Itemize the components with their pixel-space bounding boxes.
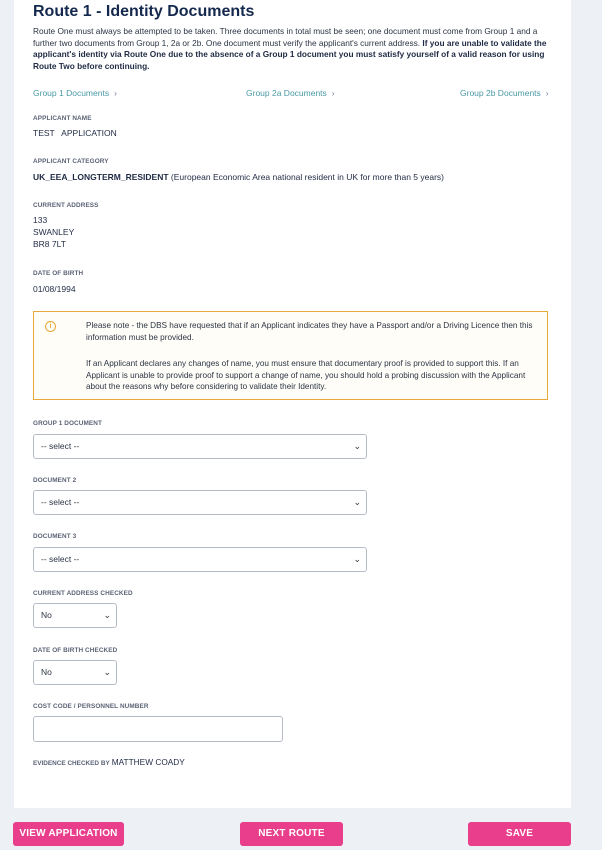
document-3-label: DOCUMENT 3 bbox=[33, 533, 77, 540]
applicant-name-label: APPLICANT NAME bbox=[33, 115, 92, 122]
chevron-down-icon: ⌄ bbox=[353, 554, 361, 564]
select-value: No bbox=[41, 610, 52, 620]
evidence-checked-by bbox=[33, 757, 185, 767]
address-line: SWANLEY bbox=[33, 226, 75, 237]
group-2b-link-label: Group 2b Documents bbox=[460, 88, 541, 98]
applicant-category-value bbox=[33, 172, 444, 184]
applicant-name-value: TEST APPLICATION bbox=[33, 128, 117, 138]
group-2b-documents-link[interactable] bbox=[460, 88, 549, 98]
select-value: -- select -- bbox=[41, 497, 80, 507]
dbs-notice-alert bbox=[33, 311, 548, 400]
chevron-down-icon: ⌄ bbox=[353, 441, 361, 451]
chevron-right-icon: › bbox=[545, 88, 549, 98]
chevron-down-icon: ⌄ bbox=[103, 667, 111, 677]
document-2-select[interactable] bbox=[33, 490, 367, 515]
address-line: 133 bbox=[33, 215, 48, 225]
group-1-document-label: GROUP 1 DOCUMENT bbox=[33, 420, 102, 427]
date-of-birth-checked-label: DATE OF BIRTH CHECKED bbox=[33, 647, 118, 654]
save-button[interactable]: SAVE bbox=[468, 822, 571, 846]
evidence-checked-by-label: EVIDENCE CHECKED BY bbox=[33, 760, 110, 767]
alert-paragraph-1: Please note - the DBS have requested that if an Applicant indicates they have a Passport and/or a Driving Licence then this information must be provided. bbox=[86, 321, 533, 342]
select-value: No bbox=[41, 667, 52, 677]
alert-paragraph-2: If an Applicant declares any changes of name, you must ensure that documentary proof is provided to support this. If an Applicant is unable to provide proof to support a change of name, you should hold a probing discussion with the Applicant about the reasons why before considering to validate their Identity. bbox=[86, 359, 526, 392]
applicant-category-label: APPLICANT CATEGORY bbox=[33, 158, 109, 165]
info-icon: i bbox=[45, 321, 56, 332]
chevron-right-icon: › bbox=[331, 88, 335, 98]
intro-text bbox=[33, 26, 561, 72]
date-of-birth-checked-select[interactable] bbox=[33, 660, 117, 685]
date-of-birth-value: 01/08/1994 bbox=[33, 284, 76, 294]
category-code: UK_EEA_LONGTERM_RESIDENT bbox=[33, 172, 169, 182]
view-application-button[interactable]: VIEW APPLICATION bbox=[13, 822, 124, 846]
category-description: (European Economic Area national resident in UK for more than 5 years) bbox=[168, 172, 445, 182]
date-of-birth-label: DATE OF BIRTH bbox=[33, 270, 84, 277]
current-address-checked-select[interactable] bbox=[33, 603, 117, 628]
select-value: -- select -- bbox=[41, 441, 80, 451]
chevron-down-icon: ⌄ bbox=[353, 497, 361, 507]
current-address-label: CURRENT ADDRESS bbox=[33, 202, 99, 209]
cost-code-input[interactable] bbox=[33, 716, 283, 742]
evidence-checked-by-value: MATTHEW COADY bbox=[111, 757, 185, 767]
document-3-select[interactable] bbox=[33, 547, 367, 572]
group-1-document-select[interactable] bbox=[33, 434, 367, 459]
next-route-button[interactable]: NEXT ROUTE bbox=[240, 822, 343, 846]
chevron-right-icon: › bbox=[114, 88, 117, 98]
select-value: -- select -- bbox=[41, 554, 80, 564]
chevron-down-icon: ⌄ bbox=[103, 610, 111, 620]
address-line: BR8 7LT bbox=[33, 238, 66, 249]
identity-documents-card bbox=[14, 0, 571, 808]
current-address-checked-label: CURRENT ADDRESS CHECKED bbox=[33, 590, 133, 597]
group-2a-documents-link[interactable] bbox=[246, 88, 335, 98]
page-title: Route 1 - Identity Documents bbox=[33, 3, 255, 20]
document-2-label: DOCUMENT 2 bbox=[33, 477, 77, 484]
group-1-link-label: Group 1 Documents bbox=[33, 88, 110, 98]
group-1-documents-link[interactable] bbox=[33, 88, 117, 98]
intro-bold: If you are unable to validate the applicant's identity via Route One due to the absence of a Group 1 document you must satisfy yourself of a valid reason for using Route Two before continuing. bbox=[33, 37, 547, 71]
cost-code-label: COST CODE / PERSONNEL NUMBER bbox=[33, 703, 149, 710]
group-2a-link-label: Group 2a Documents bbox=[246, 88, 327, 98]
intro-plain: Route One must always be attempted to be taken. Three documents in total must be seen; one document must come from Group 1 and a further two documents from Group 1, 2a or 2b. One document must verify the applicant's current address. bbox=[33, 26, 538, 48]
current-address-value bbox=[33, 215, 74, 250]
